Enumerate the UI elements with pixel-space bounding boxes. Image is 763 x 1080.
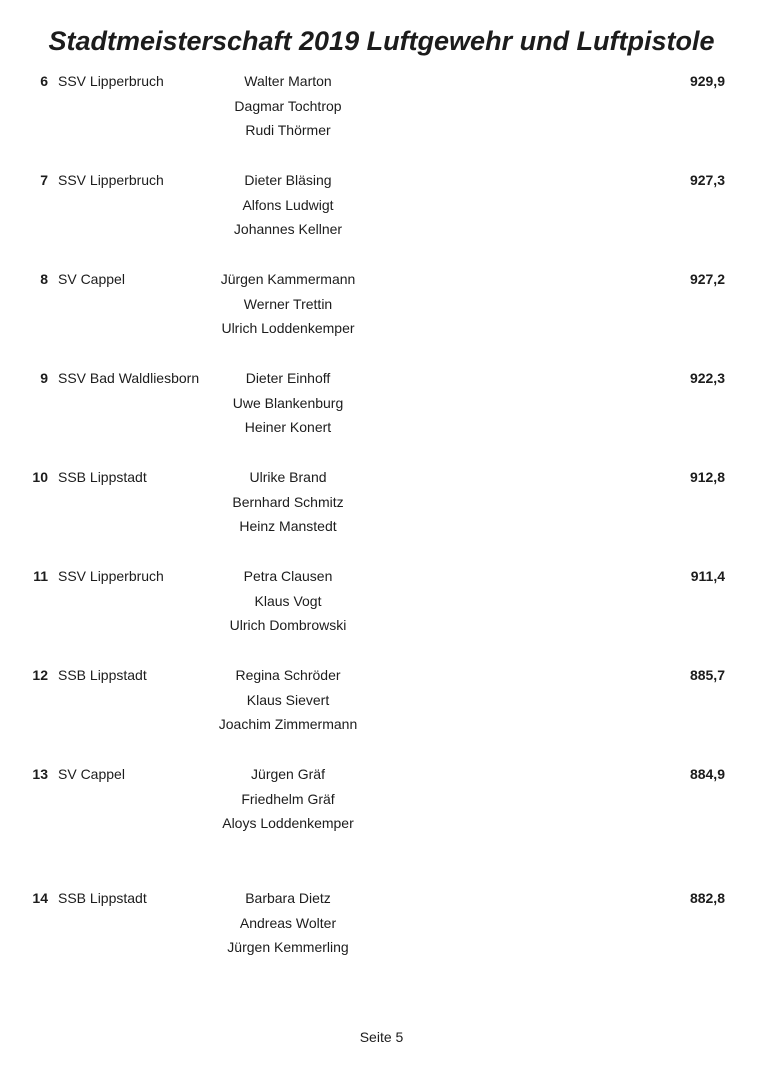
club-cell: SSV Lipperbruch <box>58 568 164 584</box>
page-number: Seite 5 <box>359 1029 404 1045</box>
shooter-name: Joachim Zimmermann <box>218 716 358 732</box>
shooters-cell <box>160 465 416 539</box>
shooter-name: Regina Schröder <box>235 667 341 683</box>
shooter-name: Petra Clausen <box>243 568 333 584</box>
score-cell: 911,4 <box>690 568 725 584</box>
rank-cell: 8 <box>40 271 48 287</box>
club-cell: SSV Lipperbruch <box>58 73 164 89</box>
rank-cell: 12 <box>32 667 48 683</box>
shooter-name: Aloys Loddenkemper <box>222 815 354 831</box>
shooter-name: Jürgen Kammermann <box>220 271 356 287</box>
score-cell: 922,3 <box>689 370 725 386</box>
score-cell: 927,2 <box>689 271 725 287</box>
shooter-name: Friedhelm Gräf <box>241 790 335 807</box>
page-title: Stadtmeisterschaft 2019 Luftgewehr und Luftpistole <box>48 26 715 56</box>
shooter-name: Andreas Wolter <box>239 914 337 931</box>
shooter-name: Jürgen Kemmerling <box>227 939 349 955</box>
shooter-name: Ulrike Brand <box>249 469 327 485</box>
rank-cell: 14 <box>32 890 48 906</box>
score-cell: 882,8 <box>689 890 725 906</box>
shooter-name: Klaus Vogt <box>254 592 322 609</box>
shooter-name: Barbara Dietz <box>245 890 331 906</box>
score-cell: 927,3 <box>689 172 725 188</box>
score-cell: 912,8 <box>689 469 725 485</box>
table-row <box>0 267 763 366</box>
table-row <box>0 886 763 985</box>
table-row <box>0 168 763 267</box>
rank-cell: 7 <box>40 172 48 188</box>
table-row <box>0 663 763 762</box>
rank-cell: 10 <box>32 469 48 485</box>
shooter-name: Heiner Konert <box>244 419 332 435</box>
shooter-name: Uwe Blankenburg <box>232 394 344 411</box>
table-row <box>0 69 763 168</box>
shooter-name: Ulrich Loddenkemper <box>221 320 355 336</box>
club-cell: SSV Bad Waldliesborn <box>58 370 200 386</box>
rank-cell: 13 <box>32 766 48 782</box>
shooter-name: Jürgen Gräf <box>251 766 325 782</box>
shooter-name: Klaus Sievert <box>246 691 330 708</box>
table-row <box>0 465 763 564</box>
shooter-name: Alfons Ludwigt <box>242 196 334 213</box>
shooter-name: Rudi Thörmer <box>245 122 331 138</box>
shooters-cell <box>160 886 416 960</box>
shooter-name: Johannes Kellner <box>233 221 343 237</box>
shooter-name: Ulrich Dombrowski <box>229 617 347 633</box>
table-row <box>0 762 763 861</box>
rank-cell: 6 <box>40 73 48 89</box>
shooters-cell <box>160 267 416 341</box>
shooters-cell <box>160 564 416 638</box>
rank-cell: 11 <box>33 568 48 584</box>
shooter-name: Werner Trettin <box>243 295 333 312</box>
club-cell: SSB Lippstadt <box>58 667 147 683</box>
club-cell: SV Cappel <box>58 271 125 287</box>
score-cell: 884,9 <box>689 766 725 782</box>
shooter-name: Heinz Manstedt <box>239 518 337 534</box>
club-cell: SSV Lipperbruch <box>58 172 164 188</box>
shooters-cell <box>160 69 416 143</box>
club-cell: SSB Lippstadt <box>58 890 147 906</box>
shooter-name: Dieter Einhoff <box>245 370 331 386</box>
club-cell: SSB Lippstadt <box>58 469 147 485</box>
rank-cell: 9 <box>40 370 48 386</box>
shooters-cell <box>160 366 416 440</box>
shooters-cell <box>160 168 416 242</box>
shooter-name: Dieter Bläsing <box>244 172 332 188</box>
shooter-name: Dagmar Tochtrop <box>234 97 342 114</box>
shooters-cell <box>160 762 416 836</box>
score-cell: 929,9 <box>689 73 725 89</box>
shooter-name: Bernhard Schmitz <box>232 493 344 510</box>
club-cell: SV Cappel <box>58 766 125 782</box>
results-list <box>0 69 763 985</box>
shooter-name: Walter Marton <box>244 73 332 89</box>
table-row <box>0 366 763 465</box>
score-cell: 885,7 <box>689 667 725 683</box>
shooters-cell <box>160 663 416 737</box>
table-row <box>0 564 763 663</box>
